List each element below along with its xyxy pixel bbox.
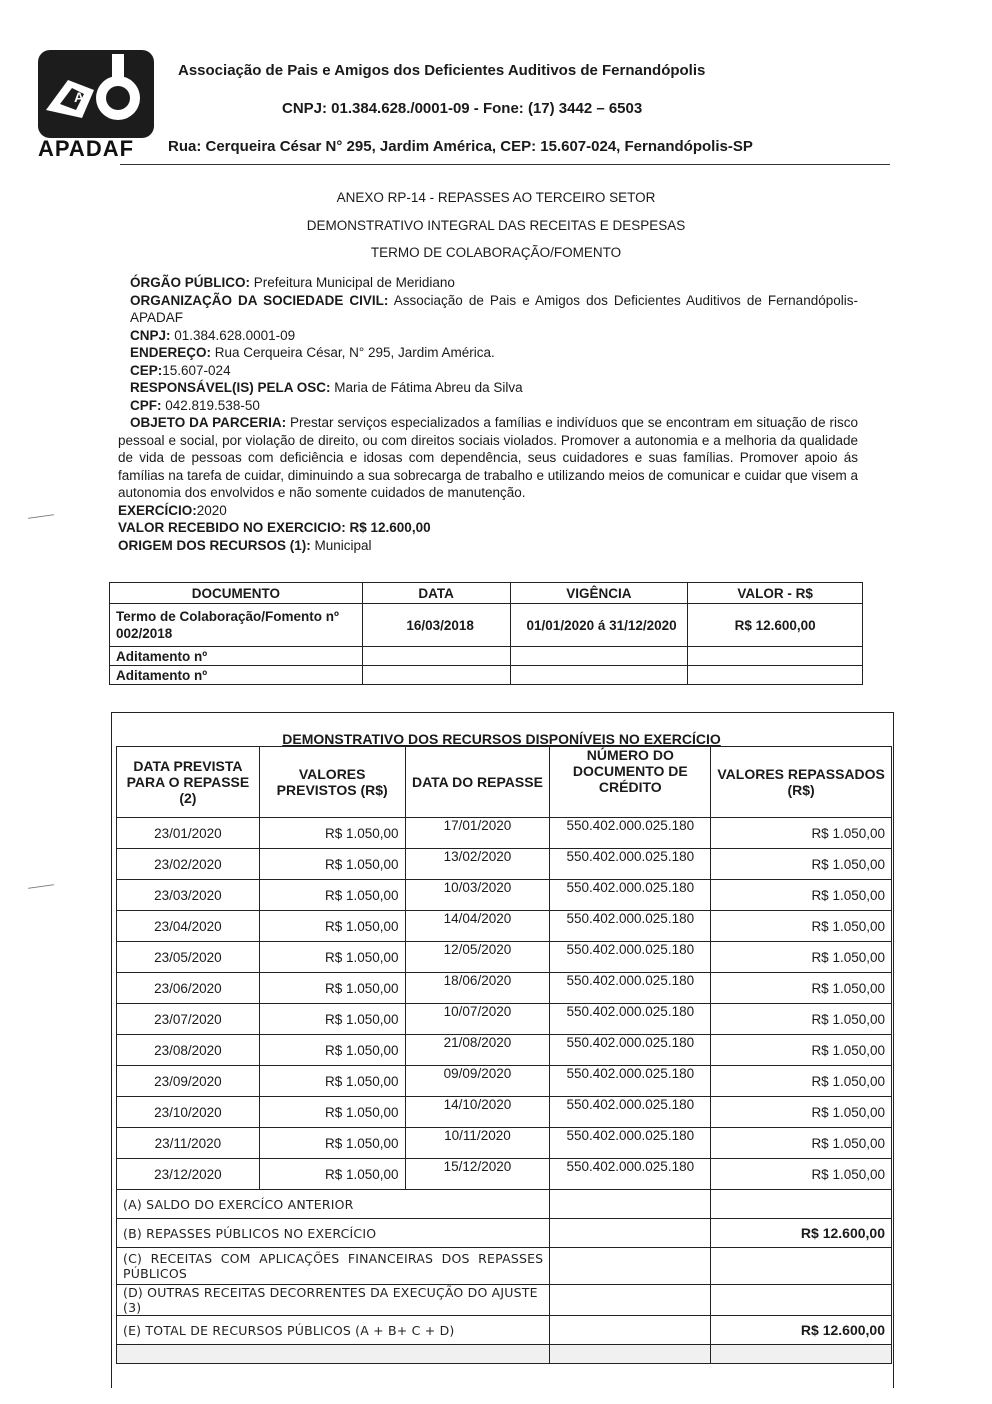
documento-credito-cell: 550.402.000.025.180 [550,1004,711,1035]
table-row [117,1004,892,1035]
table-row [117,849,892,880]
data-prevista-cell: 23/11/2020 [117,1128,260,1159]
termo-valor: R$ 12.600,00 [688,604,863,647]
data-repasse-cell: 09/09/2020 [405,1066,550,1097]
valor-previsto-cell: R$ 1.050,00 [259,942,405,973]
termo-data: 16/03/2018 [362,604,510,647]
aplicacoes-financeiras-label: (C) RECEITAS COM APLICAÇÕES FINANCEIRAS DOS REPASSES PÚBLICOS [117,1248,550,1285]
outras-receitas-value [711,1285,892,1316]
col-data-repasse: DATA DO REPASSE [405,747,550,818]
valor-previsto-cell: R$ 1.050,00 [259,1066,405,1097]
col-data-prevista: DATA PREVISTA PARA O REPASSE (2) [117,747,260,818]
documento-credito-cell: 550.402.000.025.180 [550,1066,711,1097]
valor-repassado-cell: R$ 1.050,00 [711,818,892,849]
header-divider [120,164,890,165]
data-repasse-cell: 13/02/2020 [405,849,550,880]
table-row [117,1097,892,1128]
valor-repassado-cell: R$ 1.050,00 [711,849,892,880]
table-row [117,973,892,1004]
valor-repassado-cell: R$ 1.050,00 [711,1159,892,1190]
saldo-anterior-value [711,1190,892,1219]
total-recursos-row [117,1316,892,1345]
valor-previsto-cell: R$ 1.050,00 [259,880,405,911]
termo-documento: Termo de Colaboração/Fomento nº 002/2018 [110,604,363,647]
valor-repassado-cell: R$ 1.050,00 [711,1066,892,1097]
endereco-line: ENDEREÇO: Rua Cerqueira César, N° 295, Jardim América. [130,345,495,360]
data-repasse-cell: 18/06/2020 [405,973,550,1004]
data-repasse-cell: 10/07/2020 [405,1004,550,1035]
valor-previsto-cell: R$ 1.050,00 [259,911,405,942]
aditamento-1: Aditamento nº [110,647,363,666]
data-repasse-cell: 10/03/2020 [405,880,550,911]
total-recursos-value: R$ 12.600,00 [711,1316,892,1345]
valor-repassado-cell: R$ 1.050,00 [711,1035,892,1066]
data-repasse-cell: 21/08/2020 [405,1035,550,1066]
termo-vigencia: 01/01/2020 á 31/12/2020 [510,604,688,647]
org-address-header: Rua: Cerqueira César N° 295, Jardim América, CEP: 15.607-024, Fernandópolis-SP [168,138,753,155]
documento-credito-cell: 550.402.000.025.180 [550,942,711,973]
col-documento: DOCUMENTO [110,583,363,604]
data-prevista-cell: 23/01/2020 [117,818,260,849]
cnpj-line: CNPJ: 01.384.628.0001-09 [130,327,296,343]
documento-credito-cell: 550.402.000.025.180 [550,880,711,911]
osc-line: ORGANIZAÇÃO DA SOCIEDADE CIVIL: Associação de Pais e Amigos dos Deficientes Auditivos de Fernandópolis-APADAF [130,292,858,325]
data-prevista-cell: 23/02/2020 [117,849,260,880]
doc-title-1: ANEXO RP-14 - REPASSES AO TERCEIRO SETOR [336,190,656,205]
col-valor: VALOR - R$ [688,583,863,604]
documento-credito-cell: 550.402.000.025.180 [550,849,711,880]
aplicacoes-financeiras-value [711,1248,892,1285]
col-valores-previstos: VALORES PREVISTOS (R$) [259,747,405,818]
valor-previsto-cell: R$ 1.050,00 [259,1004,405,1035]
valor-repassado-cell: R$ 1.050,00 [711,1128,892,1159]
svg-text:A: A [74,89,85,105]
documento-header-row [110,583,863,604]
scan-margin-mark [28,514,54,519]
saldo-anterior-row [117,1190,892,1219]
apadaf-logo [38,50,154,138]
doc-title-3: TERMO DE COLABORAÇÃO/FOMENTO [370,245,622,260]
objeto-line: OBJETO DA PARCERIA: Prestar serviços especializados a famílias e indivíduos que se encontram em situação de risco pessoal e social, por violação de direito, ou com direitos sociais violados. Promover a autonomia e a melhoria da qualidade de vida de pessoas com deficiência e idosas com dependência, seus cuidadores e suas famílias. Promover apoio ás famílias na tarefa de cuidar, diminuindo a sua sobrecarga de trabalho e utilizando meios de comunicar e cuidar que visem a autonomia dos envolvidos e não somente cuidados de manutenção. [118,415,858,500]
origem-line: ORIGEM DOS RECURSOS (1): Municipal [118,537,372,553]
outras-receitas-row [117,1285,892,1316]
valor-previsto-cell: R$ 1.050,00 [259,1159,405,1190]
data-repasse-cell: 14/10/2020 [405,1097,550,1128]
data-prevista-cell: 23/04/2020 [117,911,260,942]
table-row [110,666,863,685]
org-cnpj-header: CNPJ: 01.384.628./0001-09 - Fone: (17) 3442 – 6503 [282,100,643,117]
data-repasse-cell: 12/05/2020 [405,942,550,973]
valor-repassado-cell: R$ 1.050,00 [711,1004,892,1035]
col-vigencia: VIGÊNCIA [510,583,688,604]
data-prevista-cell: 23/12/2020 [117,1159,260,1190]
exercicio-line: EXERCÍCIO:2020 [118,502,227,518]
documento-table [109,582,863,685]
total-recursos-label: (E) TOTAL DE RECURSOS PÚBLICOS (A + B+ C + D) [117,1316,550,1345]
table-row [117,1128,892,1159]
table-row [117,1035,892,1066]
data-prevista-cell: 23/06/2020 [117,973,260,1004]
info-block [118,274,858,554]
table-row [117,942,892,973]
valor-repassado-cell: R$ 1.050,00 [711,911,892,942]
data-prevista-cell: 23/05/2020 [117,942,260,973]
data-repasse-cell: 15/12/2020 [405,1159,550,1190]
data-prevista-cell: 23/07/2020 [117,1004,260,1035]
table-row [110,604,863,647]
valor-recebido-line: VALOR RECEBIDO NO EXERCICIO: R$ 12.600,00 [118,520,431,535]
cpf-line: CPF: 042.819.538-50 [130,397,260,413]
scan-margin-mark [28,884,54,889]
table-row [117,818,892,849]
orgao-line: ÓRGÃO PÚBLICO: Prefeitura Municipal de Meridiano [130,275,455,290]
valor-previsto-cell: R$ 1.050,00 [259,849,405,880]
documento-credito-cell: 550.402.000.025.180 [550,1035,711,1066]
valor-previsto-cell: R$ 1.050,00 [259,1097,405,1128]
documento-credito-cell: 550.402.000.025.180 [550,911,711,942]
outras-receitas-label: (D) OUTRAS RECEITAS DECORRENTES DA EXECUÇÃO DO AJUSTE (3) [117,1285,550,1316]
documento-credito-cell: 550.402.000.025.180 [550,1097,711,1128]
data-prevista-cell: 23/03/2020 [117,880,260,911]
valor-repassado-cell: R$ 1.050,00 [711,1097,892,1128]
data-repasse-cell: 10/11/2020 [405,1128,550,1159]
repasses-publicos-label: (B) REPASSES PÚBLICOS NO EXERCÍCIO [117,1219,550,1248]
repasses-publicos-row [117,1219,892,1248]
table-row [117,1066,892,1097]
documento-credito-cell: 550.402.000.025.180 [550,818,711,849]
col-data: DATA [362,583,510,604]
aplicacoes-financeiras-row [117,1248,892,1285]
data-prevista-cell: 23/10/2020 [117,1097,260,1128]
table-row [110,647,863,666]
recursos-table [116,746,892,1364]
data-prevista-cell: 23/09/2020 [117,1066,260,1097]
table-row [117,880,892,911]
data-repasse-cell: 17/01/2020 [405,818,550,849]
valor-repassado-cell: R$ 1.050,00 [711,880,892,911]
col-numero-documento: NÚMERO DO DOCUMENTO DE CRÉDITO [550,747,711,818]
valor-repassado-cell: R$ 1.050,00 [711,973,892,1004]
valor-previsto-cell: R$ 1.050,00 [259,973,405,1004]
org-name-header: Associação de Pais e Amigos dos Deficientes Auditivos de Fernandópolis [178,62,706,79]
cep-line: CEP:15.607-024 [130,362,231,378]
valor-previsto-cell: R$ 1.050,00 [259,818,405,849]
valor-previsto-cell: R$ 1.050,00 [259,1035,405,1066]
doc-title-2: DEMONSTRATIVO INTEGRAL DAS RECEITAS E DESPESAS [306,218,686,233]
valor-repassado-cell: R$ 1.050,00 [711,942,892,973]
valor-previsto-cell: R$ 1.050,00 [259,1128,405,1159]
table-row [117,911,892,942]
documento-credito-cell: 550.402.000.025.180 [550,973,711,1004]
saldo-anterior-label: (A) SALDO DO EXERCÍCO ANTERIOR [117,1190,550,1219]
data-prevista-cell: 23/08/2020 [117,1035,260,1066]
logo-wordmark: APADAF [38,136,135,161]
responsavel-line: RESPONSÁVEL(IS) PELA OSC: Maria de Fátima Abreu da Silva [130,380,523,395]
documento-credito-cell: 550.402.000.025.180 [550,1159,711,1190]
table-tail-row [117,1345,892,1364]
repasses-publicos-value: R$ 12.600,00 [711,1219,892,1248]
recursos-title: DEMONSTRATIVO DOS RECURSOS DISPONÍVEIS NO EXERCÍCIO [282,731,721,747]
aditamento-2: Aditamento nº [110,666,363,685]
table-row [117,1159,892,1190]
data-repasse-cell: 14/04/2020 [405,911,550,942]
recursos-header-row [117,747,892,818]
documento-credito-cell: 550.402.000.025.180 [550,1128,711,1159]
col-valores-repassados: VALORES REPASSADOS (R$) [711,747,892,818]
